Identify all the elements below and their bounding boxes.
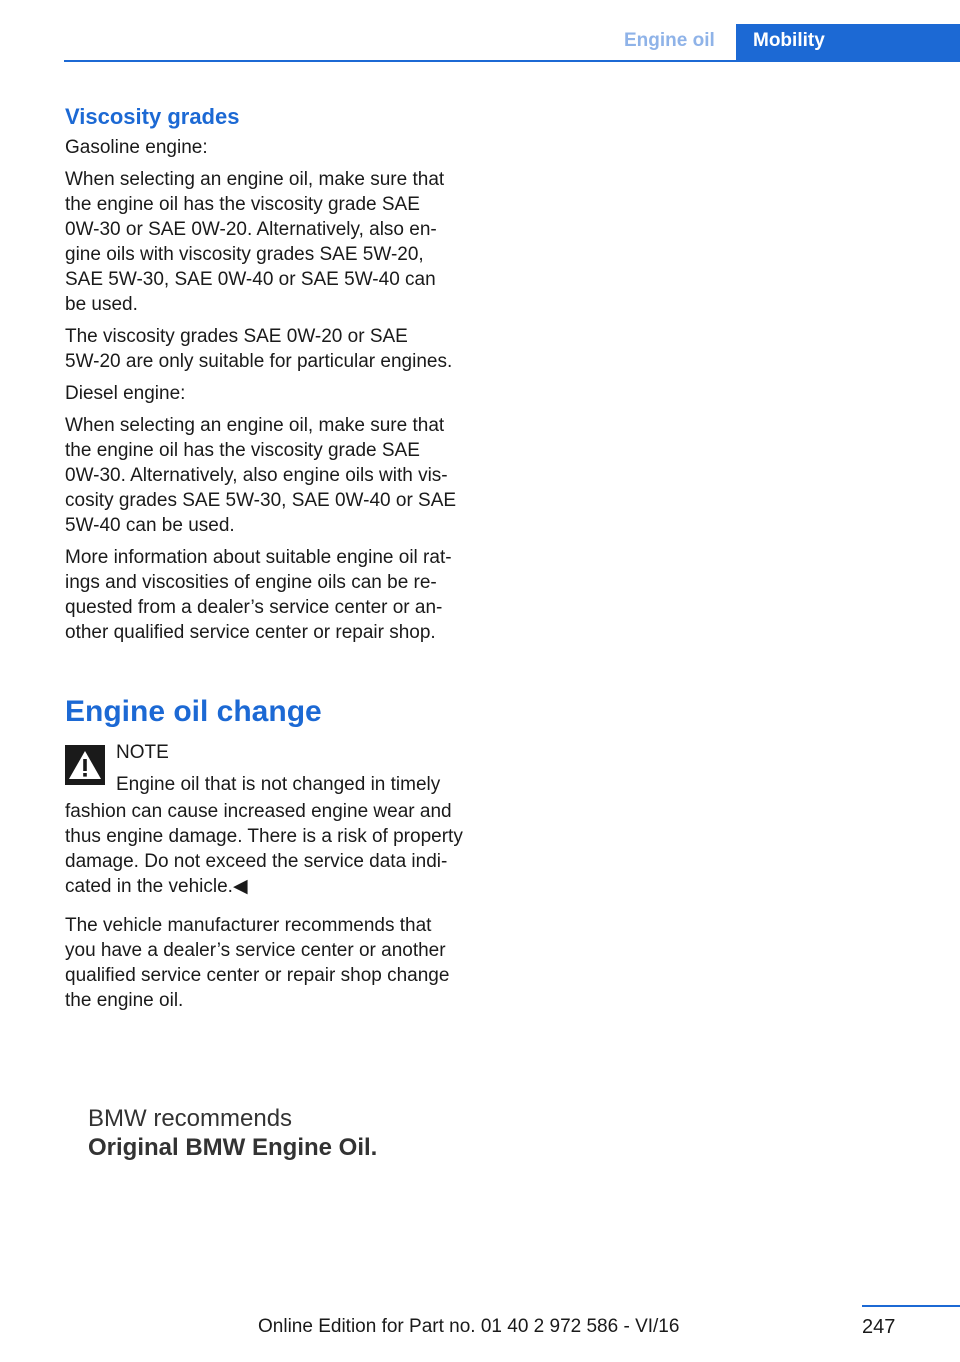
- note-body: [65, 799, 485, 1013]
- bmw-oil-advert: [88, 1104, 377, 1162]
- text-line: cosity grades SAE 5W-30, SAE 0W-40 or SAE: [65, 490, 457, 511]
- text-line: quested from a dealer’s service center or an‐: [65, 597, 443, 618]
- text-line: other qualified service center or repair shop.: [65, 622, 436, 643]
- diesel-label: Diesel engine:: [65, 383, 186, 404]
- advert-line-2: Original BMW Engine Oil.: [88, 1134, 378, 1161]
- edition-note: Online Edition for Part no. 01 40 2 972 586 - VI/16: [258, 1316, 680, 1337]
- oil-change-heading-block: [65, 694, 485, 730]
- more-info-paragraph: [65, 545, 485, 645]
- text-line: the engine oil has the viscosity grade SAE: [65, 440, 420, 461]
- text-line: the engine oil.: [65, 990, 184, 1011]
- note-head: [116, 740, 486, 797]
- viscosity-section: [65, 103, 485, 645]
- advert-line-1: BMW recommends: [88, 1105, 293, 1132]
- text-line: More information about suitable engine oil rat‐: [65, 547, 452, 568]
- text-line: damage. Do not exceed the service data indi‐: [65, 851, 448, 872]
- text-line: you have a dealer’s service center or another: [65, 940, 446, 961]
- text-line: The vehicle manufacturer recommends that: [65, 915, 432, 936]
- note-label: NOTE: [116, 742, 169, 763]
- text-line: 5W-20 are only suitable for particular engines.: [65, 351, 453, 372]
- page-number: 247: [862, 1316, 896, 1338]
- text-line: ings and viscosities of engine oils can be re‐: [65, 572, 437, 593]
- text-line: fashion can cause increased engine wear and: [65, 801, 452, 822]
- text-line: The viscosity grades SAE 0W-20 or SAE: [65, 326, 408, 347]
- text-line: qualified service center or repair shop change: [65, 965, 450, 986]
- text-line: gine oils with viscosity grades SAE 5W-20,: [65, 244, 424, 265]
- text-line: 0W-30. Alternatively, also engine oils with vis‐: [65, 465, 448, 486]
- text-line: cated in the vehicle.◀: [65, 876, 248, 897]
- text-line: Engine oil that is not changed in timely: [116, 774, 441, 795]
- oil-change-heading: Engine oil change: [65, 695, 322, 728]
- text-line: the engine oil has the viscosity grade SAE: [65, 194, 420, 215]
- diesel-paragraph: [65, 413, 485, 538]
- text-line: be used.: [65, 294, 138, 315]
- text-line: When selecting an engine oil, make sure that: [65, 169, 445, 190]
- text-line: 0W-30 or SAE 0W-20. Alternatively, also en‐: [65, 219, 437, 240]
- header-chapter-tab: [736, 24, 960, 62]
- text-line: When selecting an engine oil, make sure that: [65, 415, 445, 436]
- header-section-title: Engine oil: [624, 30, 715, 51]
- text-line: SAE 5W-30, SAE 0W-40 or SAE 5W-40 can: [65, 269, 436, 290]
- footer-rule: [862, 1305, 960, 1307]
- header-rule: [64, 60, 960, 62]
- warning-triangle-icon: [65, 745, 105, 785]
- gasoline-paragraph-1: [65, 167, 485, 317]
- text-line: 5W-40 can be used.: [65, 515, 235, 536]
- recommend-paragraph: [65, 913, 485, 1013]
- text-line: thus engine damage. There is a risk of property: [65, 826, 463, 847]
- gasoline-label: Gasoline engine:: [65, 137, 208, 158]
- gasoline-paragraph-2: [65, 324, 485, 374]
- header-chapter-label: Mobility: [753, 30, 825, 51]
- viscosity-heading: Viscosity grades: [65, 104, 240, 129]
